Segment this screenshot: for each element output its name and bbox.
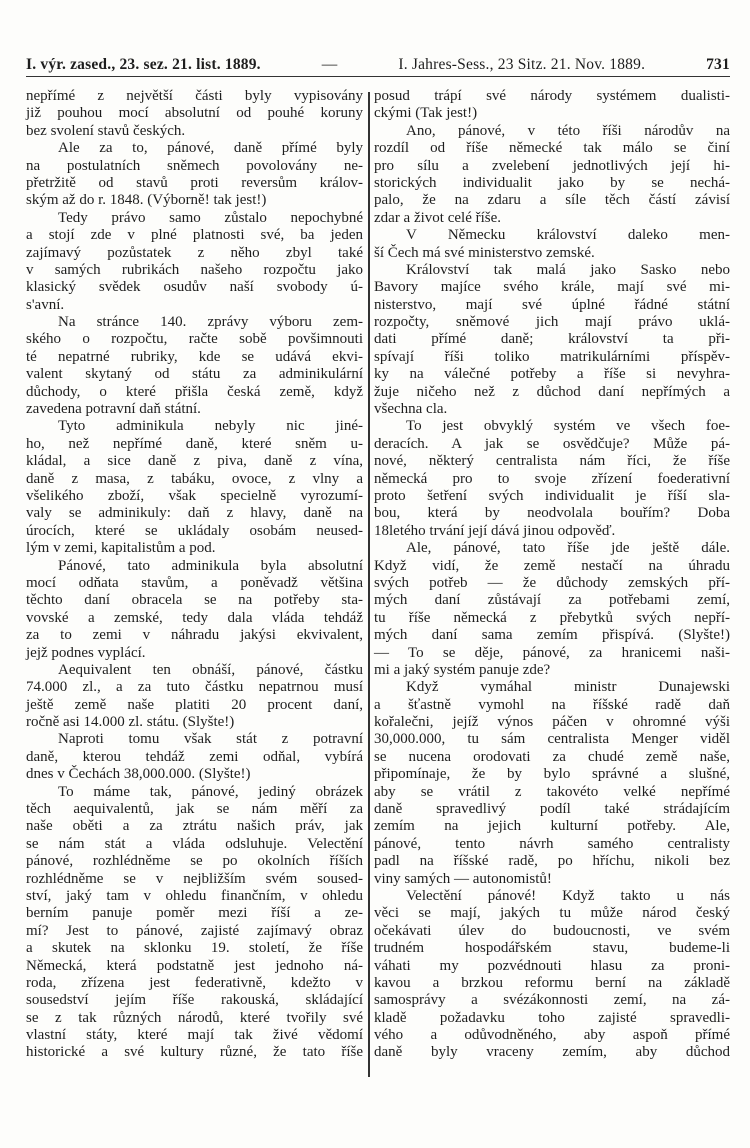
text-line: se z tak různých národů, které tvořily své bbox=[26, 1009, 363, 1026]
paragraph bbox=[26, 88, 363, 140]
text-line: německá pro to svoje zřízení foederativní bbox=[374, 470, 730, 487]
header-german: I. Jahres-Sess., 23 Sitz. 21. Nov. 1889. bbox=[398, 56, 646, 73]
text-line: posud trápí své národy systémem dualisti- bbox=[374, 88, 730, 104]
text-line: vého a odůvodněného, aby aspoň přímé bbox=[374, 1027, 730, 1044]
text-line: Království tak malá jako Sasko nebo bbox=[406, 261, 730, 278]
text-line: rozpočty, sněmové jich mají právo uklá- bbox=[374, 314, 730, 331]
text-line: mých daní sama zemím přispívá. (Slyšte!) bbox=[374, 627, 730, 644]
text-line: věci se mají, jakých tu může národ český bbox=[374, 905, 730, 922]
text-line: a skutek na sklonku 19. století, že říše bbox=[26, 940, 363, 957]
text-line: palo, že na zdaru a síle těch částí závisí bbox=[374, 192, 730, 209]
text-line: — To se děje, pánové, za hranicemi naši- bbox=[374, 644, 730, 661]
text-line: daně, kterou tehdáž zemi odňal, vybírá bbox=[26, 748, 363, 765]
text-line: zavedena potravní daň státní. bbox=[26, 401, 201, 418]
text-line: daně z masa, z tabáku, ovoce, z vlny a bbox=[26, 470, 363, 487]
page-number: 731 bbox=[706, 56, 730, 73]
text-line: žuje ničeho než z důchod daní nepřímých a bbox=[374, 383, 730, 400]
text-line: Tedy právo samo zůstalo nepochybné bbox=[58, 209, 363, 226]
text-line: přetržitě od stavů proti reversům králov- bbox=[26, 174, 363, 191]
text-line: storických individualit jako by se nechá- bbox=[374, 174, 730, 191]
text-line: 18letého trvání její dává jinou odpověď. bbox=[374, 522, 616, 539]
text-line: kavou a brzkou reformu berní na základě bbox=[374, 974, 730, 991]
text-line: ročně asi 14.000 zl. státu. (Slyšte!) bbox=[26, 714, 235, 731]
text-line: ství, jaký tam v ohledu finančním, v ohledu bbox=[26, 887, 363, 904]
text-line: ky na válečné potřeby a říše si nevyhra- bbox=[374, 366, 730, 383]
text-line: aby se vrátil z takovéto velké nepřímé bbox=[374, 783, 730, 800]
text-line: ještě země naše platiti 20 procent daní, bbox=[26, 696, 363, 713]
right-column bbox=[374, 88, 730, 1062]
text-line: zajímavý pozůstatek z něho zbyl také bbox=[26, 244, 363, 261]
text-line: těchto daní obracela se na potřeby sta- bbox=[26, 592, 363, 609]
text-line: valy se adminikuly: daň z hlavy, daně na bbox=[26, 505, 363, 522]
text-line: sousedství jejím říše rakouská, skládající bbox=[26, 992, 363, 1009]
text-line: všechna cla. bbox=[374, 401, 448, 418]
paragraph bbox=[26, 784, 363, 1062]
text-line: nové, některý centralista nám říci, že říše bbox=[374, 453, 730, 470]
header-czech: I. výr. zased., 23. sez. 21. list. 1889. bbox=[26, 56, 261, 73]
text-line: tu říše německá z přebytků svých nepří- bbox=[374, 609, 730, 626]
text-line: mí? Jest to pánové, zajisté zajímavý obraz bbox=[26, 922, 363, 939]
text-line: na postulatních sněmech povolovány ne- bbox=[26, 157, 363, 174]
text-line: Když vidí, že země nestačí na úhradu bbox=[374, 557, 730, 574]
text-line: dnes v Čechách 38,000.000. (Slyšte!) bbox=[26, 766, 251, 783]
text-line: mocí odňata stavům, a poněvadž většina bbox=[26, 574, 363, 591]
text-line: mi a jaký systém panuje zde? bbox=[374, 661, 551, 678]
text-line: Ano, pánové, v této říši národův na bbox=[406, 122, 730, 139]
text-line: pro sílu a zvelebení jednotlivých její hi- bbox=[374, 157, 730, 174]
text-line: lým v zemi, kapitalistům a pod. bbox=[26, 540, 216, 557]
text-line: mých daní zůstávají za potřebami zemí, bbox=[374, 592, 730, 609]
header-dash: — bbox=[321, 56, 338, 73]
text-line: Aequivalent ten obnáší, pánové, částku bbox=[58, 661, 363, 678]
text-line: 30,000.000, tu sám centralista Menger viděl bbox=[374, 731, 730, 748]
text-line: rozdíl od říše německé tak málo se činí bbox=[374, 140, 730, 157]
running-header bbox=[26, 52, 730, 77]
text-line: Bavory majíce svého krále, mají své mi- bbox=[374, 279, 730, 296]
text-line: naše oběti a za ztrátu našich práv, jak bbox=[26, 818, 363, 835]
text-line: To jest obvyklý systém ve všech foe- bbox=[406, 418, 730, 435]
text-line: 74.000 zl., a za tuto částku nepatrnou musí bbox=[26, 679, 363, 696]
text-line: To máme tak, pánové, jediný obrázek bbox=[58, 783, 363, 800]
paragraph bbox=[26, 418, 363, 557]
text-line: a stojí zde v plné platnosti své, ba jeden bbox=[26, 227, 363, 244]
text-line: daně spravedlivý podíl také strádajícím bbox=[374, 801, 730, 818]
text-line: Velectění pánové! Když takto u nás bbox=[406, 887, 730, 904]
text-line: valent skytaný od státu za adminikulární bbox=[26, 366, 363, 383]
text-line: Naproti tomu však stát z potravní bbox=[58, 731, 363, 748]
text-line: trudném hospodářském stavu, budeme-li bbox=[374, 940, 730, 957]
text-line: berním panuje poměr mezi říší a ze- bbox=[26, 905, 363, 922]
text-line: Pánové, tato adminikula byla absolutní bbox=[58, 557, 363, 574]
text-line: se nucena orodovati za chudé země naše, bbox=[374, 748, 730, 765]
text-line: a šťastně vymohl na říšské radě daň bbox=[374, 696, 730, 713]
text-line: deracích. A jak se osvědčuje? Může pá- bbox=[374, 435, 730, 452]
left-column bbox=[26, 88, 363, 1062]
paragraph bbox=[26, 731, 363, 783]
text-line: se nám stát a vláda odsluhuje. Velectění bbox=[26, 835, 363, 852]
paragraph bbox=[26, 662, 363, 732]
text-line: v samých rubrikách našeho rozpočtu jako bbox=[26, 261, 363, 278]
text-line: V Německu království daleko men- bbox=[406, 227, 730, 244]
paragraph bbox=[374, 679, 730, 888]
text-line: svých potřeb — že důchody zemských pří- bbox=[374, 574, 730, 591]
text-line: ským až do r. 1848. (Výborně! tak jest!) bbox=[26, 192, 267, 209]
column-divider bbox=[368, 92, 370, 1077]
text-line: klasický svědek osudův naší svobody ú- bbox=[26, 279, 363, 296]
text-line: roda, zřízena jest federativně, kdežto v bbox=[26, 974, 363, 991]
text-line: historické a své kultury různé, že tato říše bbox=[26, 1044, 363, 1061]
text-line: dati přímé daně; království ta při- bbox=[374, 331, 730, 348]
text-line: vovské a zemské, tedy dala vláda tehdáž bbox=[26, 609, 363, 626]
text-line: očekávati úlev do budoucnosti, ve svém bbox=[374, 922, 730, 939]
paragraph bbox=[26, 558, 363, 662]
text-line: Na stránce 140. zprávy výboru zem- bbox=[58, 314, 363, 331]
paragraph bbox=[374, 888, 730, 1062]
text-line: Ale, pánové, tato říše jde ještě dále. bbox=[406, 540, 730, 557]
text-line: bou, která by neodvolala bouřím? Doba bbox=[374, 505, 730, 522]
text-line: Tyto adminikula nebyly nic jiné- bbox=[58, 418, 363, 435]
text-line: pánové, tento návrh samého centralisty bbox=[374, 835, 730, 852]
text-line: Když vymáhal ministr Dunajewski bbox=[406, 679, 730, 696]
text-line: nepřímé z největší části byly vypisovány bbox=[26, 88, 363, 104]
paragraph bbox=[374, 88, 730, 123]
text-line: kládal, a sice daně z piva, daně z vína, bbox=[26, 453, 363, 470]
text-line: s'avní. bbox=[26, 296, 65, 313]
text-line: bez svolení stavů českých. bbox=[26, 122, 186, 139]
text-line: ského o rozpočtu, račte sobě povšimnouti bbox=[26, 331, 363, 348]
paragraph bbox=[374, 262, 730, 419]
text-line: vlastní státy, které mají tak živé vědomí bbox=[26, 1027, 363, 1044]
text-line: daně byly vraceny zemím, aby důchod bbox=[374, 1044, 730, 1061]
text-line: kladě požadavku toho zajisté spravedli- bbox=[374, 1009, 730, 1026]
text-line: připomínaje, že by bylo správné a slušné, bbox=[374, 766, 730, 783]
paragraph bbox=[26, 314, 363, 418]
text-line: rozhlédněme se v nejbližším svém soused- bbox=[26, 870, 363, 887]
text-line: ckými (Tak jest!) bbox=[374, 105, 478, 122]
text-line: zemím na jejich kulturní potřeby. Ale, bbox=[374, 818, 730, 835]
paragraph bbox=[374, 418, 730, 540]
text-line: váhati my pozvédnouti hlasu za proni- bbox=[374, 957, 730, 974]
text-line: úrocích, které se ukládaly osobám neused- bbox=[26, 522, 363, 539]
text-line: viny samých — autonomistů! bbox=[374, 870, 552, 887]
text-line: samosprávy a svézákonnosti zemí, na zá- bbox=[374, 992, 730, 1009]
text-line: těch aequivalentů, jak se nám měří za bbox=[26, 801, 363, 818]
text-line: pánové, rozhlédněme se po okolních říších bbox=[26, 853, 363, 870]
text-line: ší Čech má své ministerstvo zemské. bbox=[374, 244, 595, 261]
paragraph bbox=[26, 210, 363, 314]
text-line: proto šetření svých individualit je říší sla- bbox=[374, 487, 730, 504]
text-line: všelikého zboží, však specielně vyrozumí- bbox=[26, 487, 363, 504]
text-line: nisterstvo, mají své úplné řádné státní bbox=[374, 296, 730, 313]
text-line: důchody, o které přišla česká země, když bbox=[26, 383, 363, 400]
text-line: zdar a život celé říše. bbox=[374, 209, 502, 226]
text-line: ho, než nepřímé daně, které sněm u- bbox=[26, 435, 363, 452]
text-line: kořalečni, jejíž výnos páčen v ohromné výši bbox=[374, 714, 730, 731]
paragraph bbox=[26, 140, 363, 210]
text-line: za to zemi v náhradu jakýsi ekvivalent, bbox=[26, 627, 363, 644]
text-line: již pouhou mocí absolutní od pouhé koruny bbox=[26, 105, 363, 122]
text-line: padl na říšské radě, po hříchu, nikoli bez bbox=[374, 853, 730, 870]
text-line: jejž podnes vyplácí. bbox=[26, 644, 146, 661]
text-line: té nepatrné rubriky, kde se udává ekvi- bbox=[26, 348, 363, 365]
text-line: spívají říši toliko matrikulárními příspěv- bbox=[374, 348, 730, 365]
paragraph bbox=[374, 227, 730, 262]
paragraph bbox=[374, 123, 730, 227]
text-line: Ale za to, pánové, daně přímé byly bbox=[58, 140, 363, 157]
paragraph bbox=[374, 540, 730, 679]
text-line: Německá, která podstatně jest jednoho ná- bbox=[26, 957, 363, 974]
